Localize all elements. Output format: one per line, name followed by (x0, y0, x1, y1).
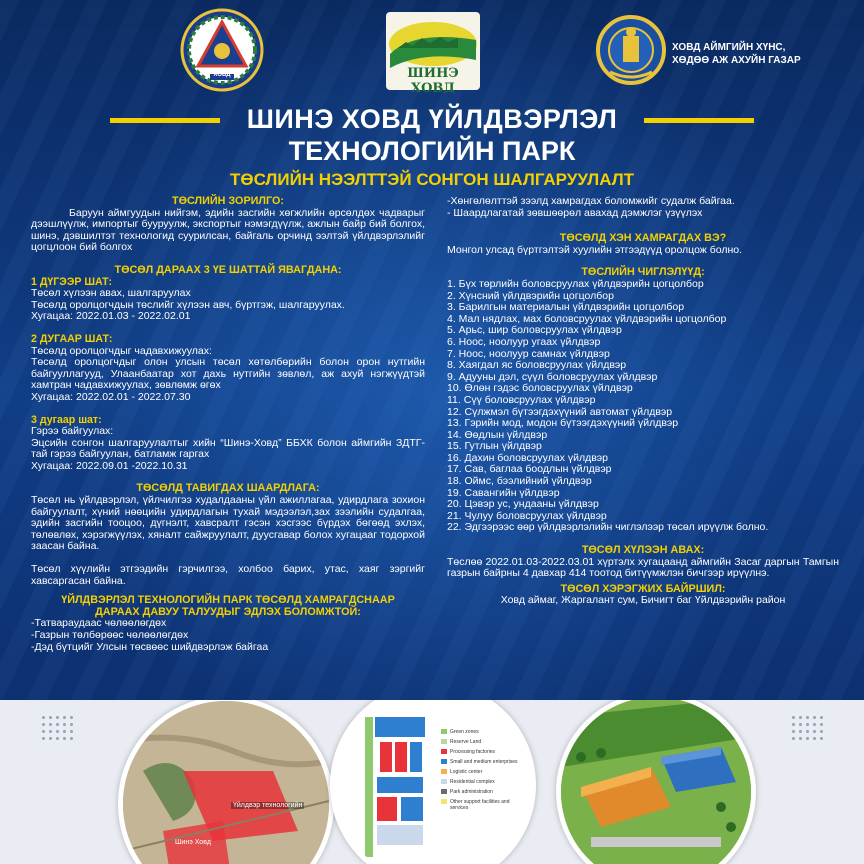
submission-text: Төслөө 2022.01.03-2022.03.01 хүртэлх хугацаанд аймгийн Засаг даргын Тамгын газрын байрны 4 давхар 414 тоотод битүүмжлэн бичгээр ирүүлнэ. (447, 555, 839, 580)
advantages-heading: ҮЙЛДВЭРЛЭЛ ТЕХНОЛОГИЙН ПАРК ТӨСӨЛД ХАМРАГДСНААР ДАРААХ ДАВУУ ТАЛУУДЫГ ЭДЛЭХ БОЛОМЖТОЙ: (61, 594, 395, 618)
legend-swatch (441, 769, 447, 774)
support-item: - Шаардлагатай зөвшөөрөл авахад дэмжлэг үзүүлэх (447, 206, 703, 219)
phase2-line-1: Төсөлд оролцогчдыг чадавхижуулах: (31, 344, 212, 357)
direction-item: 12. Сүлжмэл бүтээгдэхүүний автомат үйлдвэр (447, 405, 673, 418)
site-plan-image (330, 700, 536, 864)
requirements-text-2: Төсөл хүүлийн этгээдийн гэрчилгээ, холбоо барих, утас, хаяг зэргийг хавсаргасан байна. (31, 563, 425, 587)
direction-item: 16. Дахин боловсруулах үйлдвэр (447, 451, 608, 464)
submission-heading: ТӨСӨЛ ХҮЛЭЭН АВАХ: (581, 544, 705, 557)
phase2-title: 2 ДУГААР ШАТ: (31, 332, 113, 345)
subtitle: ТӨСЛИЙН НЭЭЛТТЭЙ СОНГОН ШАЛГАРУУЛАЛТ (229, 170, 635, 189)
map-label-2: Шинэ Ховд (175, 839, 211, 846)
direction-item: 8. Хаягдал яс боловсруулах үйлдвэр (447, 359, 627, 372)
direction-item: 17. Сав, баглаа боодлын үйлдвэр (447, 463, 612, 476)
phase3-line-1: Гэрээ байгуулах: (31, 425, 114, 438)
legend-item (441, 749, 525, 755)
phase2-line-2: Төсөлд оролцогчдыг олон улсын төсөл хөтөлбөрийн болон орон нутгийн байгууллагууд, Улаанбаатар хот дахь нутгийн зөвлөл, аж ахуй нэгжүүдтэй хамтран чадавхижуулах, зөвлөмж өгөх (31, 356, 425, 392)
goal-heading: ТӨСЛИЙН ЗОРИЛГО: (172, 195, 284, 207)
phase1-line-2: Төсөлд оролцогчдын төслийг хүлээн авч, бүртгэж, шалгаруулах. (31, 298, 345, 311)
agency-caption-1: ХОВД АЙМГИЙН ХҮНС, (672, 42, 786, 53)
direction-item: 15. Гутлын үйлдвэр (447, 440, 542, 453)
direction-item: 2. Хүнсний үйлдвэрийн цогцолбор (447, 289, 614, 302)
legend-item (441, 779, 525, 785)
phase2-period: Хугацаа: 2022.02.01 - 2022.07.30 (31, 390, 191, 403)
location-heading: ТӨСӨЛ ХЭРЭГЖИХ БАЙРШИЛ: (560, 582, 726, 595)
legend-label: Logistic center (450, 769, 483, 775)
requirements-heading: ТӨСӨЛД ТАВИГДАХ ШААРДЛАГА: (136, 482, 320, 495)
legend-swatch (441, 789, 447, 794)
advantage-item: -Газрын төлбөрөөс чөлөөлөгдөх (31, 629, 189, 641)
legend-swatch (441, 779, 447, 784)
location-text: Ховд аймаг, Жаргалант сум, Бичигт баг Үйлдвэрийн район (500, 594, 786, 607)
center-logo-text: ШИНЭ ХОВД (407, 66, 459, 96)
direction-item: 9. Адууны дэл, сүүл боловсруулах үйлдвэр (447, 370, 658, 383)
requirements-text-1: Төсөл нь үйлдвэрлэл, үйлчилгээ худалдааны үйл ажиллагаа, удирдлага зохион байгуулалт, хүний нөөцийн удирдлагын тухай мэдээлэл,зах зээлийн судалгаа, эдийн засгийн тооцоо, дүгнэлт, хавсралт гэсэн хэсгээс бүрдэх бөгөөд эхлэх, төлөвлөх, хэрэгжүүлэх, хяналт сайжруулалт, дуусгавар болох хугацааг тодорхой заасан байна. (31, 494, 425, 553)
direction-item: 18. Оймс, бээлийний үйлдвэр (447, 475, 592, 488)
dot-pattern (40, 714, 76, 742)
right-column (447, 196, 839, 607)
legend-swatch (441, 759, 447, 764)
phase1-line-1: Төсөл хүлээн авах, шалгаруулах (31, 287, 191, 300)
shine-khovd-logo (384, 10, 482, 96)
map-label: Үйлдвэр технологийн (233, 802, 303, 809)
legend-swatch (441, 749, 447, 754)
direction-item: 21. Чулуу боловсруулах үйлдвэр (447, 509, 607, 522)
legend-swatch (441, 799, 447, 804)
direction-item: 13. Гэрийн мод, модон бүтээгдэхүүний үйлдвэр (447, 417, 679, 430)
legend-item (441, 799, 525, 811)
direction-item: 7. Ноос, ноолуур самнах үйлдвэр (447, 347, 610, 360)
goal-text: Баруун аймгуудын нийгэм, эдийн засгийн хөгжлийн өрсөлдөх чадварыг дээшлүүлж, импортыг бууруулж, экспортыг нэмэгдүүлж, ажлын байр бий болгох, шинэ, дэвшилтэт технологид суурилсан, байгаль орчинд ээлтэй үйлдвэрлэлийг цогцлоон бий болгох (31, 206, 425, 254)
direction-item: 3. Барилгын материалын үйлдвэрийн цогцолбор (447, 301, 685, 314)
phase1-period: Хугацаа: 2022.01.03 - 2022.02.01 (31, 310, 191, 323)
eligibility-heading: ТӨСӨЛД ХЭН ХАМРАГДАХ ВЭ? (559, 232, 727, 245)
advantage-item: -Татвараудаас чөлөөлөгдөх (31, 617, 167, 630)
legend-label: Green zones (450, 729, 479, 735)
footer-images (0, 700, 864, 864)
directions-list (447, 279, 839, 534)
site-map-image (118, 700, 334, 864)
legend-label: Other support facilities and services (450, 799, 510, 811)
direction-item: 4. Мал нядлах, мах боловсруулах үйлдвэрийн цогцолбор (447, 312, 727, 325)
plan-legend (441, 729, 525, 815)
direction-item: 6. Ноос, ноолуур угаах үйлдвэр (447, 335, 601, 348)
legend-label: Park administration (450, 789, 493, 795)
dot-pattern (790, 714, 826, 742)
legend-label: Processing factories (450, 749, 496, 755)
direction-item: 22. Эдгээрээс өөр үйлдвэрлэлийн чиглэлээр төсөл ирүүлж болно. (447, 521, 769, 534)
legend-item (441, 769, 525, 775)
park-render-image (556, 700, 756, 864)
left-column (31, 196, 425, 653)
state-emblem-logo (596, 12, 666, 88)
direction-item: 5. Арьс, шир боловсруулах үйлдвэр (447, 324, 622, 337)
direction-item: 1. Бүх төрлийн боловсруулах үйлдвэрийн цогцолбор (447, 277, 704, 290)
title-line-2: ТЕХНОЛОГИЙН ПАРК (288, 136, 576, 166)
legend-swatch (441, 729, 447, 734)
advantage-item: -Дэд бүтцийг Улсын төсвөөс шийдвэрлэж байгаа (31, 640, 269, 653)
direction-item: 10. Өлөн гэдэс боловсруулах үйлдвэр (447, 382, 633, 395)
phase1-title: 1 ДҮГЭЭР ШАТ: (31, 275, 112, 288)
legend-label: Small and medium enterprises (450, 759, 518, 765)
phase3-title: 3 дугаар шат: (31, 413, 102, 426)
support-item: -Хөнгөлөлттэй зээлд хамрагдах боломжийг судалж байгаа. (447, 195, 735, 207)
legend-item (441, 729, 525, 735)
left-emblem-logo (180, 8, 264, 92)
eligibility-text: Монгол улсад бүртгэлтэй хуулийн этгээдүүд оролцож болно. (447, 243, 743, 256)
legend-label: Reserve Land (450, 739, 482, 745)
legend-swatch (441, 739, 447, 744)
phase3-period: Хугацаа: 2022.09.01 -2022.10.31 (31, 459, 188, 472)
legend-label: Residential complex (450, 779, 495, 785)
legend-item (441, 789, 525, 795)
phases-heading: ТӨСӨЛ ДАРААХ 3 ҮЕ ШАТТАЙ ЯВАГДАНА: (114, 263, 342, 276)
directions-heading: ТӨСЛИЙН ЧИГЛЭЛҮҮД: (581, 266, 705, 279)
direction-item: 19. Савангийн үйлдвэр (447, 486, 560, 499)
left-logo-text: ХОВД (213, 72, 231, 78)
direction-item: 14. Өөдлын үйлдвэр (447, 428, 548, 441)
direction-item: 20. Цэвэр ус, ундааны үйлдвэр (447, 498, 599, 511)
agency-caption-2: ХӨДӨӨ АЖ АХУЙН ГАЗАР (672, 55, 801, 66)
title-line-1: ШИНЭ ХОВД ҮЙЛДВЭРЛЭЛ (246, 104, 618, 134)
direction-item: 11. Сүү боловсруулах үйлдвэр (447, 393, 596, 406)
legend-item (441, 759, 525, 765)
legend-item (441, 739, 525, 745)
phase3-line-2: Эцсийн сонгон шалгаруулалтыг хийн “Шинэ-Ховд” ББХК болон аймгийн ЗДТГ-тай гэрээ байгуулан, батламж гаргах (31, 436, 425, 461)
